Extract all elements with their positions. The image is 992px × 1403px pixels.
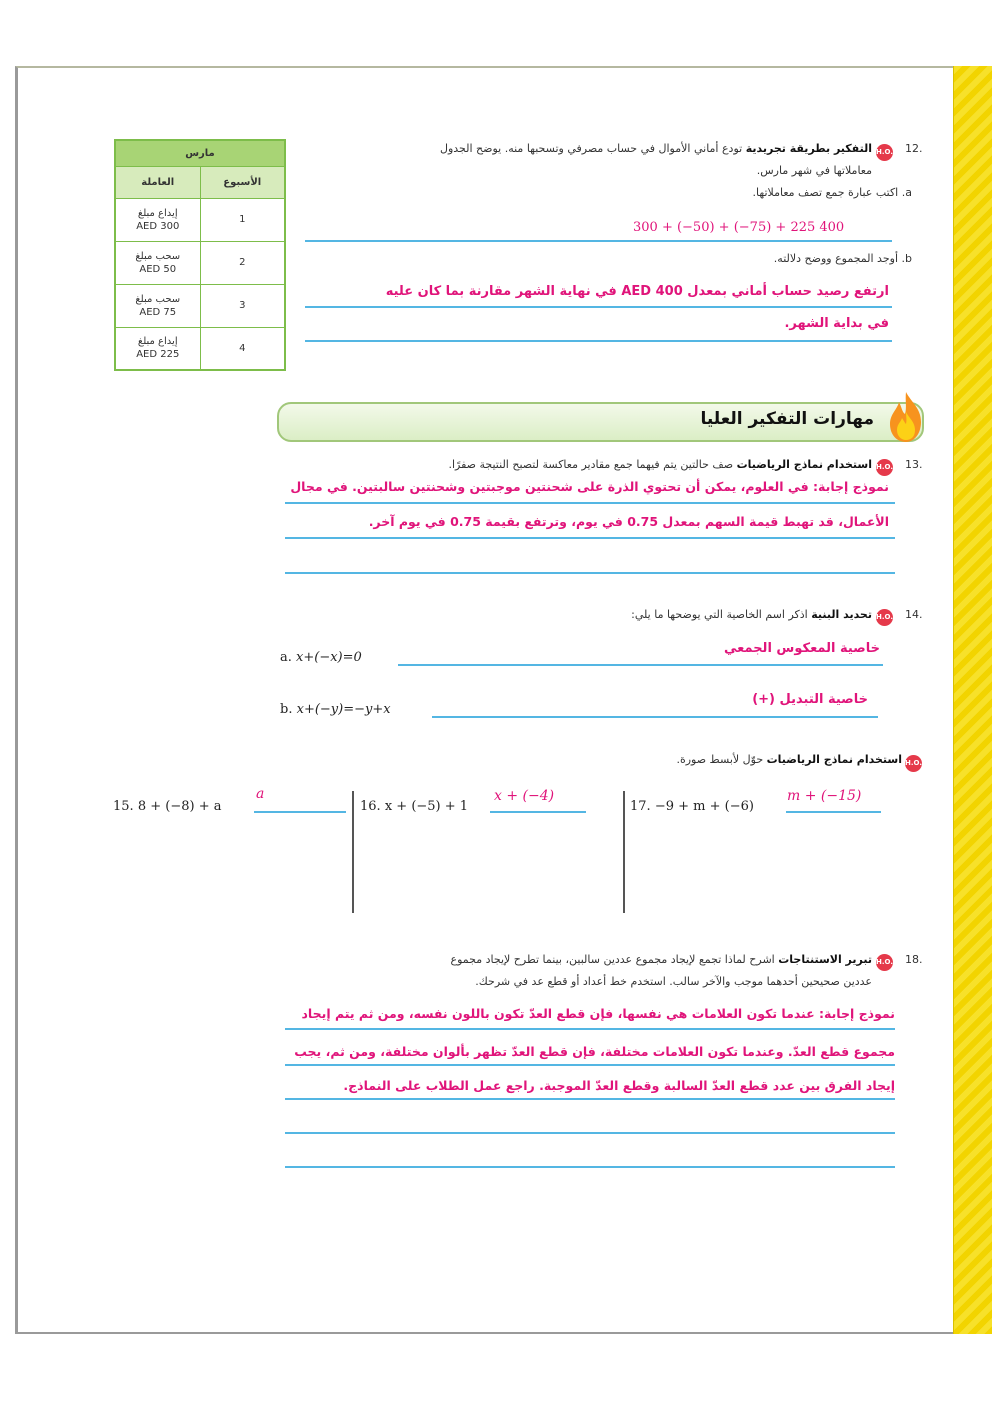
answer-line [285, 1064, 895, 1066]
q13-answer-line1: نموذج إجابة: في العلوم، يمكن أن تحتوي الذرة على شحنتين موجبتين وشحنتين سالبتين. في مجال [290, 479, 889, 494]
q14a-answer: خاصية المعكوس الجمعي [723, 641, 880, 656]
hot-badge-icon: H.O.T. [876, 949, 893, 971]
column-divider [623, 791, 625, 913]
q16-expression: 16. x + (−5) + 1 [360, 799, 469, 814]
q17-expression: 17. −9 + m + (−6) [630, 799, 754, 814]
answer-line [285, 537, 895, 539]
hot-badge-icon: H.O.T. [905, 750, 922, 772]
table-row: سحب مبلغ AED 50 2 [115, 241, 285, 284]
column-divider [352, 791, 354, 913]
hot-badge-icon: H.O.T. [876, 454, 893, 476]
transactions-table [114, 139, 286, 371]
answer-line [305, 306, 892, 308]
q12-prompt-line2: معاملاتها في شهر مارس. [756, 164, 872, 177]
answer-line [432, 716, 878, 718]
answer-line [490, 811, 586, 813]
decorative-side-stripe [953, 66, 992, 1334]
q18-prompt: تبرير الاستنتاجات اشرح لماذا تجمع لإيجاد مجموع عددين سالبين، بينما تطرح لإيجاد مجموع [450, 953, 872, 966]
q12-number: 12. [905, 142, 923, 155]
answer-line [398, 664, 883, 666]
q14a-expression: a. x+(−x)=0 [280, 650, 362, 665]
banner-title: مهارات التفكير العليا [700, 409, 874, 429]
q14-prompt: تحديد البنية اذكر اسم الخاصية التي يوضحها ما يلي: [631, 608, 872, 621]
q13-answer-line2: الأعمال، قد تهبط قيمة السهم بمعدل 0.75 في يوم، وترتفع بقيمة 0.75 في يوم آخر. [368, 514, 889, 529]
table-row: سحب مبلغ AED 75 3 [115, 284, 285, 327]
q13-number: 13. [905, 458, 923, 471]
table-header-transaction: العاملة [115, 166, 200, 198]
q14-number: 14. [905, 608, 923, 621]
flame-icon [885, 390, 927, 448]
q15-expression: 15. 8 + (−8) + a [113, 799, 222, 814]
q12b-prompt: b. أوجد المجموع ووضح دلالته. [773, 252, 912, 265]
table-row: إيداع مبلغ AED 300 1 [115, 198, 285, 241]
answer-line [305, 240, 892, 242]
hot-badge-icon: H.O.T. [876, 604, 893, 626]
models-prompt: استخدام نماذج الرياضيات حوّل لأبسط صورة. [676, 753, 902, 766]
answer-line [254, 811, 346, 813]
answer-line [285, 1098, 895, 1100]
table-row: إيداع مبلغ AED 225 4 [115, 327, 285, 370]
q14b-expression: b. x+(−y)=−y+x [280, 702, 391, 717]
q12-prompt: التفكير بطريقة تجريدية تودع أماني الأموال في حساب مصرفي وتسحبها منه. يوضح الجدول [439, 142, 872, 155]
q18-prompt-line2: عددين صحيحين أحدهما موجب والآخر سالب. استخدم خط أعداد أو قطع عد في شرحك. [475, 975, 872, 988]
answer-line [285, 572, 895, 574]
answer-line [786, 811, 881, 813]
q18-answer-line3: إيجاد الفرق بين عدد قطع العدّ السالبة وقطع العدّ الموجبة. راجع عمل الطلاب على النماذج. [343, 1078, 895, 1093]
q17-answer: m + (−15) [787, 788, 862, 804]
answer-line [285, 1166, 895, 1168]
q15-answer: a [256, 786, 265, 802]
q12a-prompt: a. اكتب عبارة جمع تصف معاملاتها. [752, 186, 912, 199]
q18-answer-line1: نموذج إجابة: عندما تكون العلامات هي نفسها، فإن قطع العدّ تكون باللون نفسه، ومن ثم يتم إيجاد [301, 1006, 895, 1021]
table-title: مارس [115, 140, 285, 166]
q18-answer-line2: مجموع قطع العدّ. وعندما تكون العلامات مختلفة، فإن قطع العدّ تظهر بألوان مختلفة، ومن ثم، يجب [294, 1044, 895, 1059]
hot-badge-icon: H.O.T. [876, 139, 893, 161]
q13-prompt: استخدام نماذج الرياضيات صف حالتين يتم فيهما جمع مقادير معاكسة لتصبح النتيجة صفرًا. [448, 458, 872, 471]
table-header-week: الأسبوع [200, 166, 285, 198]
q12b-answer-line1: ارتفع رصيد حساب أماني بمعدل AED 400 في نهاية الشهر مقارنة بما كان عليه [385, 284, 889, 299]
q12a-answer: 300 + (−50) + (−75) + 225 400 [633, 220, 845, 235]
q14b-answer: خاصية التبديل (+) [752, 692, 868, 707]
answer-line [285, 1028, 895, 1030]
q16-answer: x + (−4) [494, 788, 555, 804]
answer-line [285, 1132, 895, 1134]
q18-number: 18. [905, 953, 923, 966]
answer-line [305, 340, 892, 342]
q12b-answer-line2: في بداية الشهر. [784, 316, 889, 331]
answer-line [285, 502, 895, 504]
